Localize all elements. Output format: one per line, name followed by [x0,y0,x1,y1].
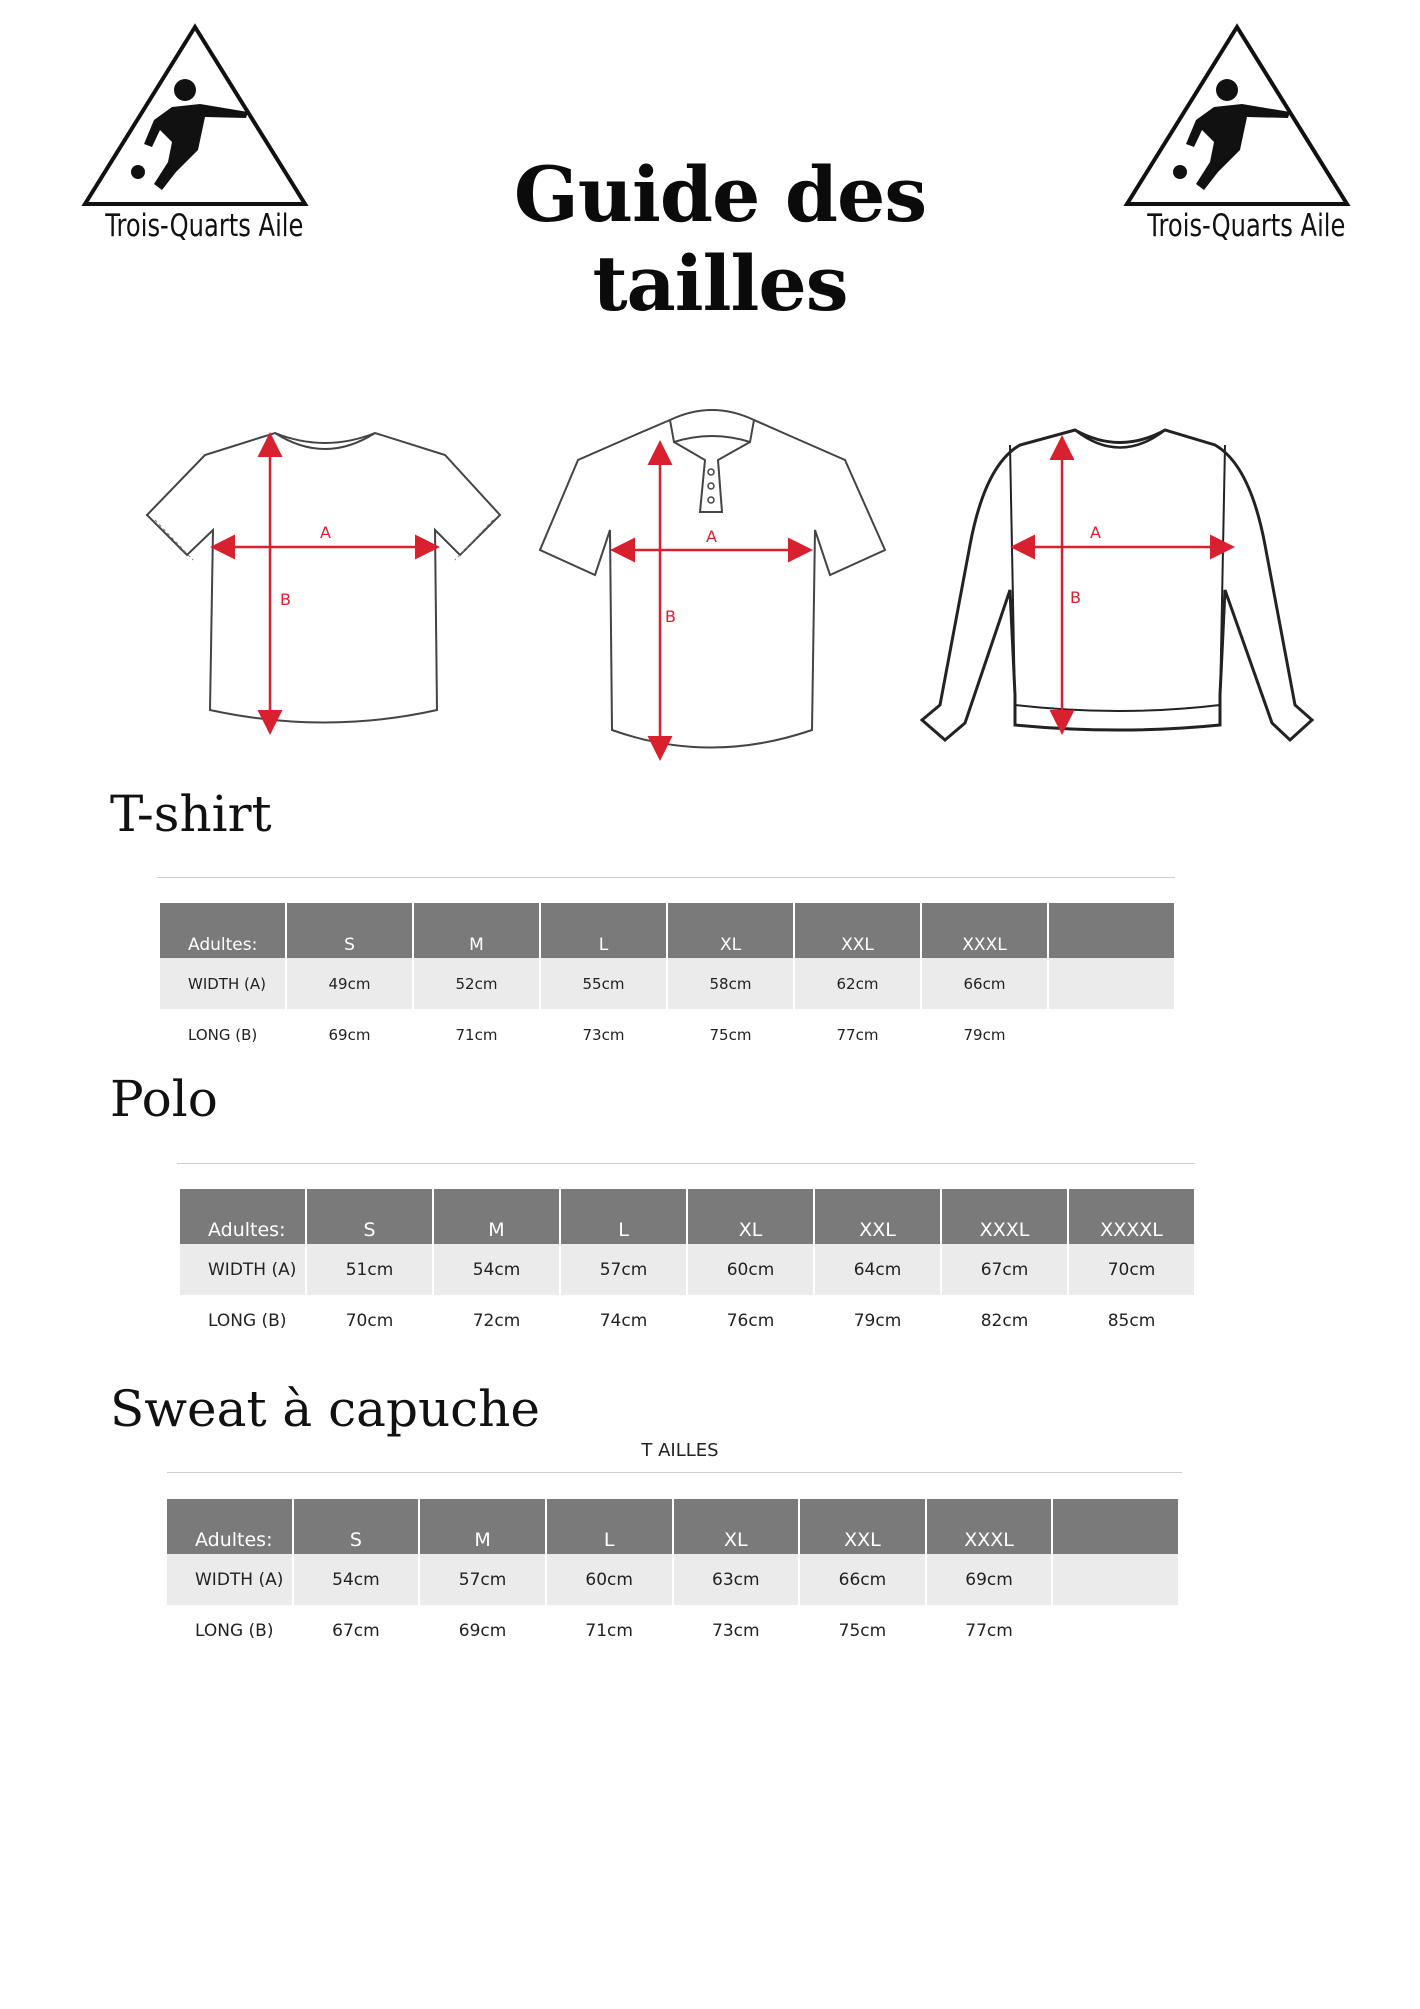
polo-divider [177,1163,1195,1164]
table-row [180,1295,1194,1346]
table-cell: 60cm [688,1244,813,1295]
table-header-cell: Adultes: [167,1499,292,1554]
table-header-cell: L [561,1189,686,1244]
table-header-cell: L [541,903,666,958]
polo-section-title: Polo [110,1070,218,1128]
table-header-cell: XXXL [927,1499,1052,1554]
table-cell: 74cm [599,1310,648,1331]
sweat-size-table [165,1499,1180,1656]
table-header-cell: XXXXL [1069,1189,1194,1244]
table-cell: WIDTH (A) [167,1554,292,1605]
table-header-cell [1053,1499,1178,1554]
tshirt-outline-icon [147,433,500,723]
table-cell: 70cm [1069,1244,1194,1295]
table-cell: 79cm [853,1310,902,1331]
table-cell [1053,1554,1178,1605]
length-marker-label: B [1070,588,1081,607]
table-header-cell: XXXL [942,1189,1067,1244]
width-marker-label: A [1090,523,1101,542]
table-cell: 67cm [332,1620,380,1641]
table-cell: 57cm [420,1554,545,1605]
table-cell: 73cm [582,1025,625,1044]
table-cell: 82cm [980,1310,1029,1331]
table-cell: LONG (B) [195,1620,274,1641]
table-cell: 77cm [836,1025,879,1044]
table-header-cell: Adultes: [160,903,285,958]
logo-right [1122,22,1352,252]
table-header-cell: M [420,1499,545,1554]
table-cell: LONG (B) [188,1025,258,1044]
table-cell: 85cm [1107,1310,1156,1331]
table-cell: 62cm [795,958,920,1009]
page-title: Guide des tailles [513,150,927,328]
table-cell: WIDTH (A) [160,958,285,1009]
table-cell: 75cm [709,1025,752,1044]
table-header-cell [1049,903,1174,958]
table-header-cell: Adultes: [180,1189,305,1244]
table-row [167,1605,1178,1656]
table-cell: 77cm [965,1620,1013,1641]
table-cell: 51cm [307,1244,432,1295]
table-cell: 79cm [963,1025,1006,1044]
table-cell: 69cm [328,1025,371,1044]
table-cell: 71cm [585,1620,633,1641]
table-header-cell: XXL [795,903,920,958]
table-header-cell: S [307,1189,432,1244]
table-row [180,1244,1194,1295]
width-marker-label: A [706,527,717,546]
table-header-cell: XL [668,903,793,958]
polo-size-table [178,1189,1196,1346]
sweat-diagram [920,425,1315,745]
table-cell: 73cm [712,1620,760,1641]
table-cell: 75cm [838,1620,887,1641]
sweat-outline-icon [922,430,1312,740]
table-cell: 76cm [726,1310,775,1331]
width-marker-label: A [320,523,331,542]
length-marker-label: B [665,607,676,626]
logo-text: Trois-Quarts Aile [105,208,304,244]
table-cell: 54cm [434,1244,559,1295]
table-cell: 70cm [345,1310,394,1331]
table-header-cell: XL [688,1189,813,1244]
table-cell: WIDTH (A) [180,1244,305,1295]
table-cell: 58cm [668,958,793,1009]
table-cell: 64cm [815,1244,940,1295]
table-row [167,1554,1178,1605]
sizes-subtitle: T AILLES [641,1440,719,1461]
table-header-cell: XXL [815,1189,940,1244]
tshirt-section-title: T-shirt [110,785,272,843]
table-cell: LONG (B) [208,1310,287,1331]
table-header-cell: S [287,903,412,958]
table-cell: 72cm [472,1310,521,1331]
table-header-row [160,903,1174,958]
table-header-cell: L [547,1499,672,1554]
tshirt-size-table [158,903,1176,1060]
sweat-divider [167,1472,1182,1473]
table-cell: 63cm [674,1554,799,1605]
table-header-cell: M [434,1189,559,1244]
logo-text: Trois-Quarts Aile [1147,208,1346,244]
table-cell: 66cm [922,958,1047,1009]
table-cell: 54cm [294,1554,419,1605]
table-cell: 69cm [927,1554,1052,1605]
tshirt-divider [157,877,1175,878]
table-row [160,958,1174,1009]
logo-left [80,22,310,252]
table-row [160,1009,1174,1060]
table-header-cell: XL [674,1499,799,1554]
table-cell: 67cm [942,1244,1067,1295]
table-cell: 52cm [414,958,539,1009]
table-header-cell: M [414,903,539,958]
tshirt-diagram [145,425,505,745]
sweat-section-title: Sweat à capuche [110,1380,540,1438]
length-marker-label: B [280,590,291,609]
table-header-cell: XXL [800,1499,925,1554]
table-cell: 60cm [547,1554,672,1605]
polo-diagram [540,400,885,770]
table-cell [1049,958,1174,1009]
table-cell: 66cm [800,1554,925,1605]
table-cell: 57cm [561,1244,686,1295]
table-cell: 55cm [541,958,666,1009]
table-cell [1053,1605,1178,1656]
table-cell [1049,1009,1174,1060]
table-header-row [167,1499,1178,1554]
table-header-row [180,1189,1194,1244]
table-cell: 49cm [287,958,412,1009]
table-cell: 69cm [458,1620,507,1641]
table-cell: 71cm [455,1025,498,1044]
table-header-cell: S [294,1499,419,1554]
table-header-cell: XXXL [922,903,1047,958]
